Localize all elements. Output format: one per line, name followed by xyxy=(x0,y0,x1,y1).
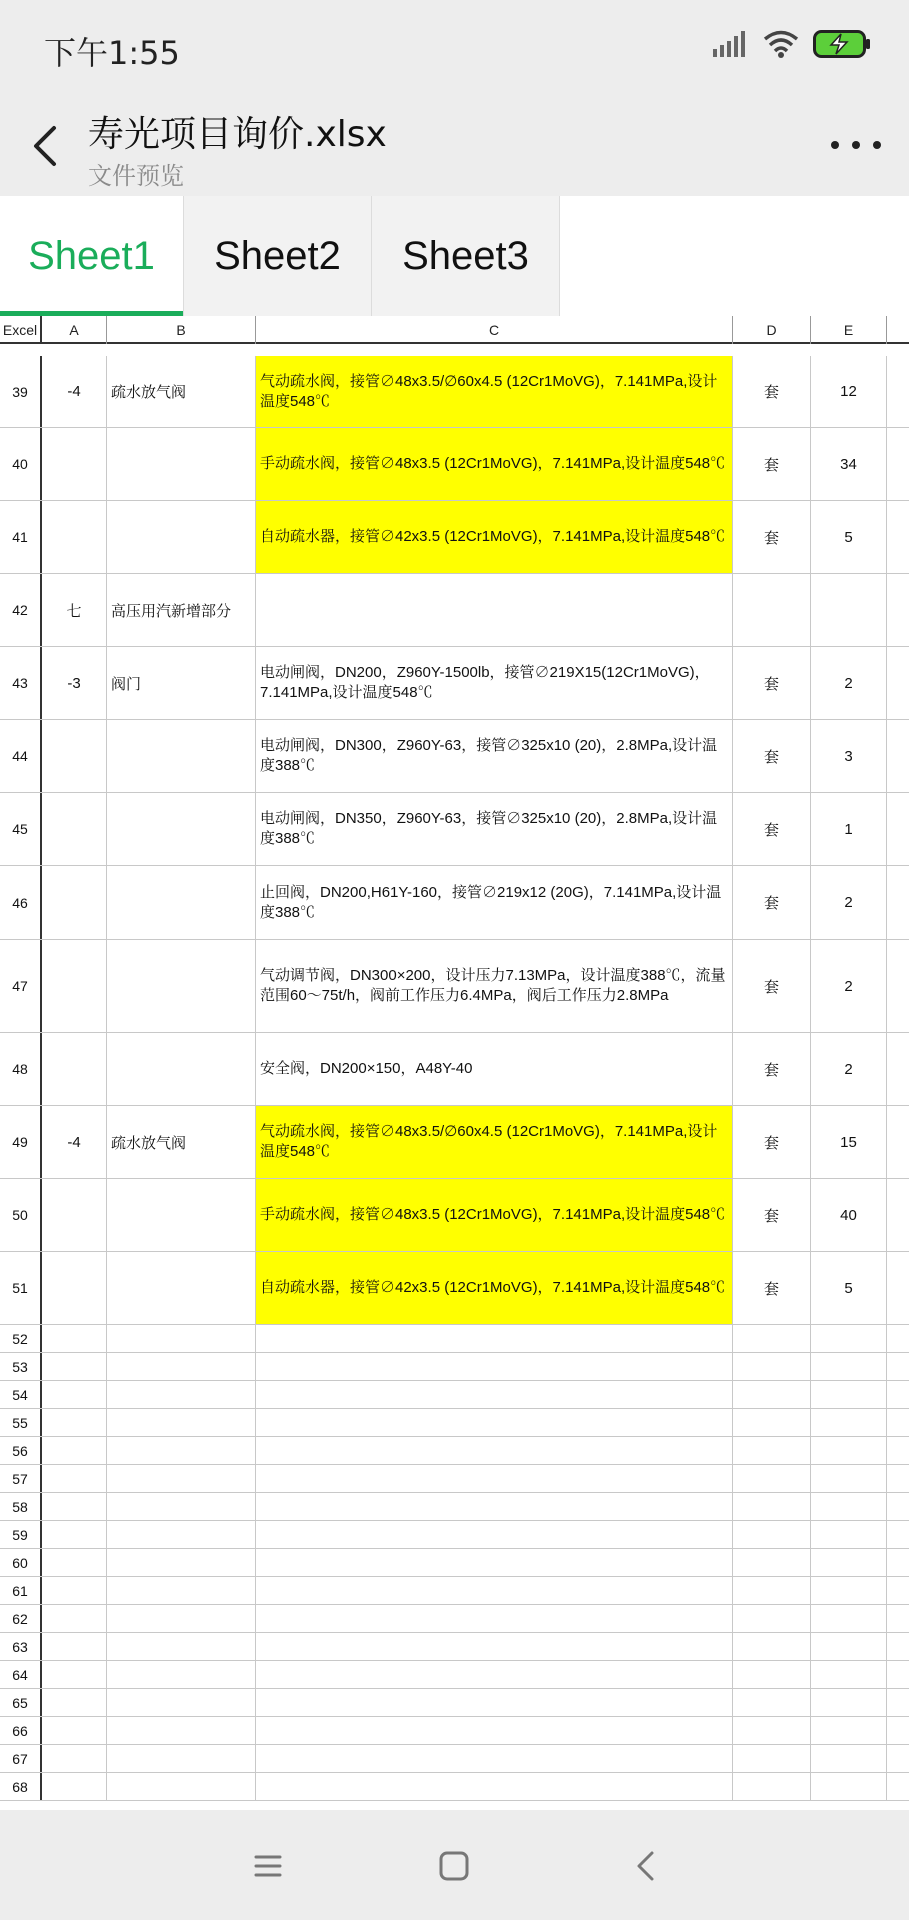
cell-b[interactable]: 疏水放气阀 xyxy=(107,1106,256,1178)
cell-f[interactable] xyxy=(887,1717,909,1744)
row-number[interactable]: 48 xyxy=(0,1033,42,1105)
cell-c[interactable] xyxy=(256,1179,733,1251)
cell-c[interactable] xyxy=(256,356,733,427)
cell-b[interactable] xyxy=(107,1521,256,1548)
cell-e[interactable]: 12 xyxy=(811,356,887,427)
cell-c[interactable] xyxy=(256,1252,733,1324)
cell-b[interactable] xyxy=(107,1033,256,1105)
cell-d[interactable]: 套 xyxy=(733,647,811,719)
signal-icon xyxy=(713,31,749,57)
cell-b[interactable] xyxy=(107,1549,256,1576)
cell-c[interactable] xyxy=(256,1033,733,1105)
cell-a[interactable] xyxy=(42,428,107,500)
cell-d[interactable] xyxy=(733,1605,811,1632)
cell-c[interactable] xyxy=(256,1106,733,1178)
cell-e[interactable]: 5 xyxy=(811,1252,887,1324)
cell-b[interactable] xyxy=(107,1437,256,1464)
more-dot-icon xyxy=(873,141,881,149)
cell-e[interactable] xyxy=(811,1521,887,1548)
cell-f[interactable] xyxy=(887,1493,909,1520)
cell-d[interactable] xyxy=(733,1325,811,1352)
cell-c-text: 手动疏水阀，接管∅48x3.5 (12Cr1MoVG)，7.141MPa,设计温度548℃ xyxy=(260,1206,726,1223)
cell-b[interactable] xyxy=(107,1252,256,1324)
cell-b[interactable] xyxy=(107,1717,256,1744)
cell-c[interactable] xyxy=(256,1577,733,1604)
file-title: 寿光项目询价.xlsx xyxy=(88,114,387,155)
cell-b[interactable]: 阀门 xyxy=(107,647,256,719)
cell-f[interactable] xyxy=(887,356,909,427)
table-row xyxy=(0,1633,909,1661)
cell-e[interactable] xyxy=(811,1689,887,1716)
cell-c-text: 气动疏水阀，接管∅48x3.5/∅60x4.5 (12Cr1MoVG)，7.141MPa,设计温度548℃ xyxy=(260,1123,718,1160)
row-number[interactable]: 40 xyxy=(0,428,42,500)
cell-e[interactable] xyxy=(811,1633,887,1660)
column-header-excel: Excel xyxy=(0,316,42,344)
cell-e[interactable] xyxy=(811,574,887,646)
cell-c-text: 电动闸阀，DN300，Z960Y-63，接管∅325x10 (20)，2.8MPa,设计温度388℃ xyxy=(260,737,718,774)
cell-c-text: 气动疏水阀，接管∅48x3.5/∅60x4.5 (12Cr1MoVG)，7.141MPa,设计温度548℃ xyxy=(260,372,718,410)
status-icons xyxy=(713,30,871,58)
cell-c-text: 气动调节阀，DN300×200，设计压力7.13MPa，设计温度388℃，流量范围60～75t/h，阀前工作压力6.4MPa，阀后工作压力2.8MPa xyxy=(260,967,726,1004)
cell-f[interactable] xyxy=(887,1252,909,1324)
cell-c[interactable] xyxy=(256,793,733,865)
row-number[interactable]: 58 xyxy=(0,1493,42,1520)
cell-d[interactable] xyxy=(733,1549,811,1576)
column-header-c[interactable]: C xyxy=(256,316,733,344)
cell-e[interactable]: 2 xyxy=(811,1033,887,1105)
cell-b[interactable] xyxy=(107,1605,256,1632)
cell-f[interactable] xyxy=(887,1521,909,1548)
cell-a[interactable]: -4 xyxy=(42,356,107,427)
table-row xyxy=(0,501,909,574)
cell-d[interactable] xyxy=(733,574,811,646)
cell-d[interactable] xyxy=(733,1717,811,1744)
row-number[interactable]: 63 xyxy=(0,1633,42,1660)
tab-sheet3[interactable]: Sheet3 xyxy=(372,196,560,316)
cell-a[interactable] xyxy=(42,940,107,1032)
cell-e[interactable]: 2 xyxy=(811,647,887,719)
table-row xyxy=(0,940,909,1033)
status-time: 下午1:55 xyxy=(44,34,180,72)
battery-icon xyxy=(813,30,871,58)
cell-b[interactable] xyxy=(107,1633,256,1660)
cell-a[interactable] xyxy=(42,1633,107,1660)
row-number[interactable]: 67 xyxy=(0,1745,42,1772)
cell-b[interactable]: 高压用汽新增部分 xyxy=(107,574,256,646)
cell-d[interactable] xyxy=(733,1465,811,1492)
table-row xyxy=(0,1661,909,1689)
cell-f[interactable] xyxy=(887,1033,909,1105)
column-header-a[interactable]: A xyxy=(42,316,107,344)
cell-e[interactable] xyxy=(811,1661,887,1688)
row-number[interactable]: 57 xyxy=(0,1465,42,1492)
cell-e[interactable] xyxy=(811,1605,887,1632)
row-number[interactable]: 44 xyxy=(0,720,42,792)
cell-c[interactable] xyxy=(256,720,733,792)
cell-b[interactable]: 疏水放气阀 xyxy=(107,356,256,427)
cell-e[interactable] xyxy=(811,1465,887,1492)
home-square-icon xyxy=(434,1846,474,1886)
row-number[interactable]: 66 xyxy=(0,1717,42,1744)
table-row xyxy=(0,793,909,866)
cell-b[interactable] xyxy=(107,501,256,573)
cell-d[interactable] xyxy=(733,1661,811,1688)
cell-c[interactable] xyxy=(256,647,733,719)
cell-c[interactable] xyxy=(256,1437,733,1464)
cell-f[interactable] xyxy=(887,574,909,646)
row-number[interactable]: 55 xyxy=(0,1409,42,1436)
cell-f[interactable] xyxy=(887,501,909,573)
more-dot-icon xyxy=(831,141,839,149)
row-number[interactable]: 47 xyxy=(0,940,42,1032)
cell-e[interactable]: 34 xyxy=(811,428,887,500)
cell-e[interactable] xyxy=(811,1325,887,1352)
cell-c-text: 电动闸阀，DN200，Z960Y-1500lb，接管∅219X15(12Cr1MoVG)，7.141MPa,设计温度548℃ xyxy=(260,664,710,701)
cell-e[interactable]: 2 xyxy=(811,940,887,1032)
table-row xyxy=(0,1106,909,1179)
cell-a[interactable] xyxy=(42,1521,107,1548)
cell-f[interactable] xyxy=(887,866,909,939)
cell-f[interactable] xyxy=(887,1325,909,1352)
cell-f[interactable] xyxy=(887,940,909,1032)
row-number[interactable]: 64 xyxy=(0,1661,42,1688)
cell-c-text: 电动闸阀，DN350，Z960Y-63，接管∅325x10 (20)，2.8MPa,设计温度388℃ xyxy=(260,810,718,847)
row-number[interactable]: 39 xyxy=(0,356,42,427)
nav-back-button[interactable] xyxy=(626,1846,666,1886)
cell-e[interactable]: 3 xyxy=(811,720,887,792)
home-button[interactable] xyxy=(434,1846,474,1886)
table-row xyxy=(0,1689,909,1717)
cell-c[interactable] xyxy=(256,1381,733,1408)
cell-d[interactable]: 套 xyxy=(733,501,811,573)
cell-d[interactable]: 套 xyxy=(733,1179,811,1251)
cell-b[interactable] xyxy=(107,428,256,500)
cell-c[interactable] xyxy=(256,1353,733,1380)
cell-d[interactable] xyxy=(733,1521,811,1548)
tab-sheet1[interactable]: Sheet1 xyxy=(0,196,184,316)
cell-c-text: 安全阀，DN200×150，A48Y-40 xyxy=(260,1060,473,1077)
cell-d[interactable] xyxy=(733,1493,811,1520)
cell-a[interactable] xyxy=(42,1717,107,1744)
more-options-button[interactable] xyxy=(831,130,881,160)
row-number[interactable]: 59 xyxy=(0,1521,42,1548)
cell-c[interactable] xyxy=(256,940,733,1032)
row-number[interactable]: 61 xyxy=(0,1577,42,1604)
cell-b[interactable] xyxy=(107,1745,256,1772)
cell-b[interactable] xyxy=(107,1661,256,1688)
cell-a[interactable] xyxy=(42,1325,107,1352)
cell-f[interactable] xyxy=(887,1773,909,1800)
cell-f[interactable] xyxy=(887,1381,909,1408)
tab-sheet2[interactable]: Sheet2 xyxy=(184,196,372,316)
table-row xyxy=(0,1353,909,1381)
cell-d[interactable]: 套 xyxy=(733,793,811,865)
table-row xyxy=(0,1437,909,1465)
cell-e[interactable] xyxy=(811,1409,887,1436)
table-row xyxy=(0,1465,909,1493)
cell-f[interactable] xyxy=(887,1179,909,1251)
cell-d[interactable] xyxy=(733,1773,811,1800)
table-row xyxy=(0,1773,909,1801)
cell-e[interactable] xyxy=(811,1549,887,1576)
table-row xyxy=(0,428,909,501)
cell-c[interactable] xyxy=(256,1521,733,1548)
row-number[interactable]: 60 xyxy=(0,1549,42,1576)
row-number[interactable]: 42 xyxy=(0,574,42,646)
cell-a[interactable] xyxy=(42,1745,107,1772)
chevron-left-icon xyxy=(24,118,68,174)
cell-f[interactable] xyxy=(887,1745,909,1772)
cell-c[interactable] xyxy=(256,1633,733,1660)
cell-e[interactable] xyxy=(811,1381,887,1408)
cell-f[interactable] xyxy=(887,1661,909,1688)
table-row xyxy=(0,1521,909,1549)
cell-c[interactable] xyxy=(256,866,733,939)
sheet-tabs xyxy=(0,196,909,316)
cell-f[interactable] xyxy=(887,647,909,719)
table-row xyxy=(0,866,909,940)
cell-a[interactable] xyxy=(42,1577,107,1604)
cell-f[interactable] xyxy=(887,1465,909,1492)
cell-d[interactable] xyxy=(733,1353,811,1380)
cell-f[interactable] xyxy=(887,1549,909,1576)
cell-f[interactable] xyxy=(887,720,909,792)
cell-c[interactable] xyxy=(256,1773,733,1800)
cell-d[interactable] xyxy=(733,1409,811,1436)
cell-a[interactable] xyxy=(42,1773,107,1800)
cell-a[interactable] xyxy=(42,720,107,792)
table-row xyxy=(0,1577,909,1605)
row-number[interactable]: 50 xyxy=(0,1179,42,1251)
cell-c[interactable] xyxy=(256,1325,733,1352)
cell-f[interactable] xyxy=(887,1353,909,1380)
column-header-b[interactable]: B xyxy=(107,316,256,344)
back-arrow-icon xyxy=(626,1846,666,1886)
row-number[interactable]: 43 xyxy=(0,647,42,719)
cell-d[interactable] xyxy=(733,1381,811,1408)
table-row xyxy=(0,574,909,647)
cell-a[interactable] xyxy=(42,793,107,865)
cell-e[interactable] xyxy=(811,1745,887,1772)
cell-a[interactable] xyxy=(42,1033,107,1105)
menu-icon xyxy=(248,1846,288,1886)
cell-c[interactable] xyxy=(256,1745,733,1772)
cell-e[interactable] xyxy=(811,1773,887,1800)
cell-a[interactable] xyxy=(42,1437,107,1464)
cell-a[interactable] xyxy=(42,1605,107,1632)
cell-c[interactable] xyxy=(256,428,733,500)
table-row xyxy=(0,356,909,428)
cell-f[interactable] xyxy=(887,793,909,865)
cell-e[interactable]: 2 xyxy=(811,866,887,939)
cell-b[interactable] xyxy=(107,1577,256,1604)
cell-c-text: 自动疏水器，接管∅42x3.5 (12Cr1MoVG)，7.141MPa,设计温度548℃ xyxy=(260,528,726,545)
cell-c[interactable] xyxy=(256,1493,733,1520)
row-number[interactable]: 52 xyxy=(0,1325,42,1352)
cell-d[interactable]: 套 xyxy=(733,866,811,939)
cell-b[interactable] xyxy=(107,720,256,792)
cell-b[interactable] xyxy=(107,1493,256,1520)
column-header-e[interactable]: E xyxy=(811,316,887,344)
spreadsheet[interactable] xyxy=(0,316,909,1810)
cell-c[interactable] xyxy=(256,1661,733,1688)
cell-b[interactable] xyxy=(107,1179,256,1251)
cell-c[interactable] xyxy=(256,1465,733,1492)
table-row xyxy=(0,720,909,793)
status-bar xyxy=(0,0,909,96)
cell-e[interactable] xyxy=(811,1717,887,1744)
cell-a[interactable] xyxy=(42,1252,107,1324)
row-number[interactable]: 56 xyxy=(0,1437,42,1464)
cell-c-text: 止回阀，DN200,H61Y-160，接管∅219x12 (20G)，7.141MPa,设计温度388℃ xyxy=(260,883,722,921)
cell-f[interactable] xyxy=(887,1409,909,1436)
cell-a[interactable] xyxy=(42,1353,107,1380)
cell-d[interactable]: 套 xyxy=(733,428,811,500)
cell-d[interactable] xyxy=(733,1633,811,1660)
table-row xyxy=(0,1745,909,1773)
wifi-icon xyxy=(763,30,799,58)
cell-f[interactable] xyxy=(887,1605,909,1632)
cell-b[interactable] xyxy=(107,793,256,865)
cell-b[interactable] xyxy=(107,866,256,939)
cell-f[interactable] xyxy=(887,428,909,500)
row-number[interactable]: 53 xyxy=(0,1353,42,1380)
app-header xyxy=(0,96,909,196)
cell-a[interactable] xyxy=(42,1465,107,1492)
cell-b[interactable] xyxy=(107,1465,256,1492)
cell-a[interactable] xyxy=(42,1661,107,1688)
cell-e[interactable]: 5 xyxy=(811,501,887,573)
cell-c[interactable] xyxy=(256,574,733,646)
table-row xyxy=(0,1549,909,1577)
cell-b[interactable] xyxy=(107,1381,256,1408)
cell-e[interactable]: 15 xyxy=(811,1106,887,1178)
cell-c[interactable] xyxy=(256,1605,733,1632)
table-row xyxy=(0,1033,909,1106)
table-row xyxy=(0,1179,909,1252)
cell-b[interactable] xyxy=(107,1325,256,1352)
cell-a[interactable] xyxy=(42,501,107,573)
row-number[interactable]: 46 xyxy=(0,866,42,939)
table-row xyxy=(0,1381,909,1409)
cell-b[interactable] xyxy=(107,1689,256,1716)
table-row xyxy=(0,1409,909,1437)
cell-d[interactable]: 套 xyxy=(733,1252,811,1324)
cell-d[interactable] xyxy=(733,1437,811,1464)
cell-f[interactable] xyxy=(887,1633,909,1660)
row-number[interactable]: 45 xyxy=(0,793,42,865)
file-subtitle: 文件预览 xyxy=(88,162,184,190)
cell-a[interactable] xyxy=(42,1381,107,1408)
cell-a[interactable]: -4 xyxy=(42,1106,107,1178)
row-number[interactable]: 65 xyxy=(0,1689,42,1716)
row-number[interactable]: 68 xyxy=(0,1773,42,1800)
table-row xyxy=(0,1717,909,1745)
cell-a[interactable]: 七 xyxy=(42,574,107,646)
cell-c-text: 手动疏水阀，接管∅48x3.5 (12Cr1MoVG)，7.141MPa,设计温度548℃ xyxy=(260,455,726,472)
cell-e[interactable] xyxy=(811,1437,887,1464)
cell-e[interactable]: 1 xyxy=(811,793,887,865)
menu-button[interactable] xyxy=(248,1846,288,1886)
cell-a[interactable] xyxy=(42,1549,107,1576)
row-number[interactable]: 49 xyxy=(0,1106,42,1178)
more-dot-icon xyxy=(852,141,860,149)
cell-a[interactable] xyxy=(42,866,107,939)
cell-f[interactable] xyxy=(887,1577,909,1604)
cell-a[interactable] xyxy=(42,1493,107,1520)
cell-a[interactable]: -3 xyxy=(42,647,107,719)
cell-c[interactable] xyxy=(256,501,733,573)
cell-b[interactable] xyxy=(107,1353,256,1380)
cell-d[interactable]: 套 xyxy=(733,1033,811,1105)
cell-e[interactable]: 40 xyxy=(811,1179,887,1251)
cell-c-text: 自动疏水器，接管∅42x3.5 (12Cr1MoVG)，7.141MPa,设计温度548℃ xyxy=(260,1279,726,1296)
cell-c[interactable] xyxy=(256,1689,733,1716)
cell-b[interactable] xyxy=(107,1773,256,1800)
column-header-f[interactable] xyxy=(887,316,909,344)
cell-d[interactable]: 套 xyxy=(733,1106,811,1178)
cell-d[interactable]: 套 xyxy=(733,940,811,1032)
row-number[interactable]: 62 xyxy=(0,1605,42,1632)
cell-a[interactable] xyxy=(42,1179,107,1251)
cell-e[interactable] xyxy=(811,1577,887,1604)
cell-c[interactable] xyxy=(256,1409,733,1436)
cell-a[interactable] xyxy=(42,1689,107,1716)
table-row xyxy=(0,1605,909,1633)
table-row xyxy=(0,1493,909,1521)
table-row xyxy=(0,1252,909,1325)
cell-b[interactable] xyxy=(107,940,256,1032)
cell-c[interactable] xyxy=(256,1549,733,1576)
back-button[interactable] xyxy=(24,118,68,174)
cell-e[interactable] xyxy=(811,1353,887,1380)
cell-d[interactable] xyxy=(733,1689,811,1716)
cell-d[interactable] xyxy=(733,1577,811,1604)
cell-c[interactable] xyxy=(256,1717,733,1744)
cell-b[interactable] xyxy=(107,1409,256,1436)
column-header-d[interactable]: D xyxy=(733,316,811,344)
column-header-row xyxy=(0,316,909,344)
cell-f[interactable] xyxy=(887,1437,909,1464)
cell-a[interactable] xyxy=(42,1409,107,1436)
system-nav-bar xyxy=(0,1810,909,1920)
cell-d[interactable]: 套 xyxy=(733,356,811,427)
cell-f[interactable] xyxy=(887,1106,909,1178)
row-number[interactable]: 51 xyxy=(0,1252,42,1324)
cell-d[interactable]: 套 xyxy=(733,720,811,792)
cell-f[interactable] xyxy=(887,1689,909,1716)
cell-e[interactable] xyxy=(811,1493,887,1520)
cell-d[interactable] xyxy=(733,1745,811,1772)
table-row xyxy=(0,1325,909,1353)
row-number[interactable]: 54 xyxy=(0,1381,42,1408)
row-number[interactable]: 41 xyxy=(0,501,42,573)
table-row xyxy=(0,647,909,720)
